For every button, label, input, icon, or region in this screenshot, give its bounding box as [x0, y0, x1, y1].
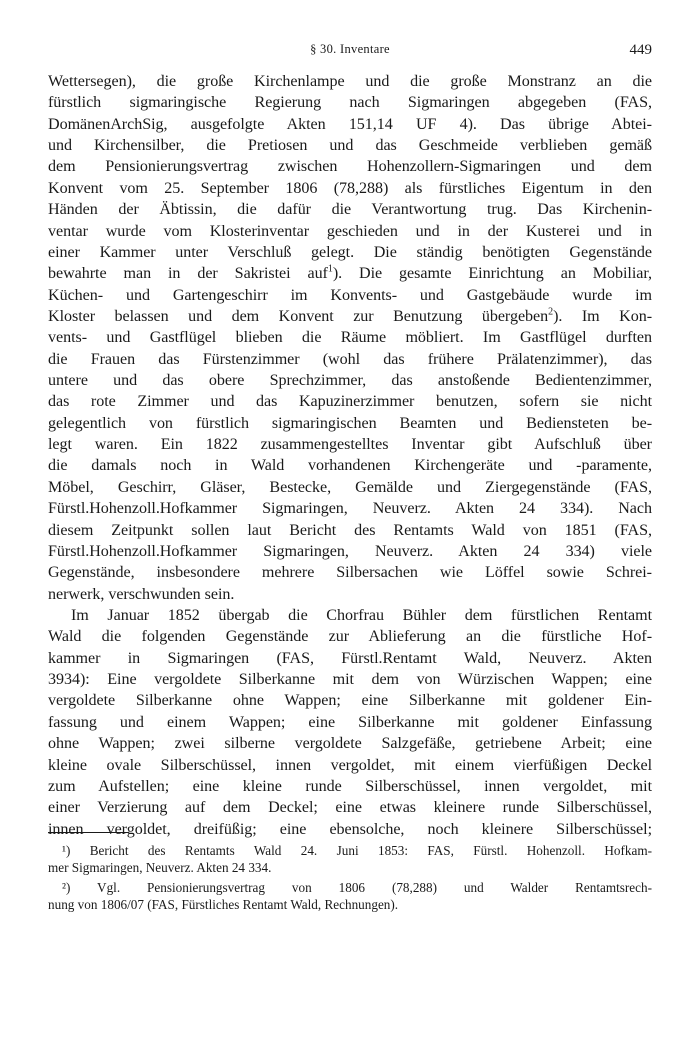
body-line: 3934): Eine vergoldete Silberkanne mit dem von Würzischen Wappen; eine [48, 671, 652, 689]
footnote-ref: 1 [327, 263, 333, 275]
footnote-line: nung von 1806/07 (FAS, Fürstliches Rentamt Wald, Rechnungen). [48, 897, 399, 912]
body-line: zum Aufstellen; eine kleine runde Silberschüssel, innen vergoldet, mit [48, 777, 652, 795]
body-line: Händen der Äbtissin, die dafür die Verantwortung trug. Das Kirchenin- [48, 201, 652, 219]
body-line: vergoldete Silberkanne ohne Wappen; eine Silberkanne mit goldener Ein- [48, 692, 652, 710]
footnote-line: mer Sigmaringen, Neuverz. Akten 24 334. [48, 860, 272, 875]
body-line: ohne Wappen; zwei silberne vergoldete Salzgefäße, getriebene Arbeit; eine [48, 735, 652, 753]
body-line: fürstlich sigmaringische Regierung nach Sigmaringen abgegeben (FAS, [48, 94, 652, 112]
body-line: das rote Zimmer und das Kapuzinerzimmer benutzen, sofern sie nicht [48, 393, 652, 411]
body-text [48, 71, 652, 840]
body-line: kammer in Sigmaringen (FAS, Fürstl.Rentamt Wald, Neuverz. Akten [48, 649, 652, 667]
body-line-text: ). Im Kon- [553, 307, 653, 325]
body-line: ventar wurde vom Klosterinventar geschieden und in der Kusterei und in [48, 222, 652, 240]
body-line: Küchen- und Gartengeschirr im Konvents- und Gastgebäude wurde im [48, 286, 652, 304]
body-line: einer Verzierung auf dem Deckel; eine etwas kleinere runde Silberschüssel, [48, 799, 652, 817]
body-line-with-footnote-ref [48, 263, 652, 284]
body-line: Möbel, Geschirr, Gläser, Bestecke, Gemälde und Ziergegenstände (FAS, [48, 478, 652, 496]
running-head [48, 42, 652, 62]
body-line-with-footnote-ref [48, 306, 652, 327]
body-line: nerwerk, verschwunden sein. [48, 585, 235, 603]
footnotes [48, 842, 652, 913]
body-line: fassung und einem Wappen; eine Silberkanne mit goldener Einfassung [48, 713, 652, 731]
body-line: Im Januar 1852 übergab die Chorfrau Bühler dem fürstlichen Rentamt [71, 606, 652, 624]
body-line: legt waren. Ein 1822 zusammengestelltes Inventar gibt Aufschluß über [48, 436, 652, 454]
body-line: dem Pensionierungsvertrag zwischen Hohenzollern-Sigmaringen und dem [48, 158, 652, 176]
body-line: diesem Zeitpunkt sollen laut Bericht des Rentamts Wald von 1851 (FAS, [48, 521, 652, 539]
body-line: Konvent vom 25. September 1806 (78,288) als fürstliches Eigentum in den [48, 179, 652, 197]
body-line: die Frauen das Fürstenzimmer (wohl das frühere Prälatenzimmer), das [48, 350, 652, 368]
footnote-line: ¹) Bericht des Rentamts Wald 24. Juni 1853: FAS, Fürstl. Hohenzoll. Hofkam- [62, 843, 652, 858]
body-line: vents- und Gastflügel blieben die Räume möbliert. Im Gastflügel durften [48, 329, 652, 347]
body-line: DomänenArchSig, ausgefolgte Akten 151,14 UF 4). Das übrige Abtei- [48, 115, 652, 133]
running-title: § 30. Inventare [310, 42, 390, 56]
body-line: Wald die folgenden Gegenstände zur Ablieferung an die fürstliche Hof- [48, 628, 652, 646]
footnote-line: ²) Vgl. Pensionierungsvertrag von 1806 (78,288) und Walder Rentamtsrech- [62, 880, 652, 895]
body-line: Fürstl.Hohenzoll.Hofkammer Sigmaringen, Neuverz. Akten 24 334) viele [48, 542, 652, 560]
body-line: Wettersegen), die große Kirchenlampe und die große Monstranz an die [48, 73, 652, 90]
body-line: und Kirchensilber, die Pretiosen und das Geschmeide verblieben gemäß [48, 137, 652, 155]
body-line: einer Kammer unter Verschluß gelegt. Die ständig benötigten Gegenstände [48, 243, 652, 261]
body-line: die damals noch in Wald vorhandenen Kirchengeräte und -paramente, [48, 457, 652, 475]
body-line: innen vergoldet, dreifüßig; eine ebensolche, noch kleinere Silberschüssel; [48, 820, 652, 838]
page-number: 449 [629, 42, 652, 58]
footnote-ref: 2 [548, 306, 554, 318]
body-line-text: Kloster belassen und dem Konvent zur Benutzung übergeben [48, 307, 549, 325]
body-line: kleine ovale Silberschüssel, innen vergoldet, mit einem vierfüßigen Deckel [48, 756, 652, 774]
body-line: untere und das obere Sprechzimmer, das anstoßende Bedientenzimmer, [48, 372, 652, 390]
body-line-text: bewahrte man in der Sakristei auf [48, 265, 328, 283]
body-line: Fürstl.Hohenzoll.Hofkammer Sigmaringen, Neuverz. Akten 24 334). Nach [48, 500, 652, 518]
body-line: Gegenstände, insbesondere mehrere Silbersachen wie Löffel sowie Schrei- [48, 564, 652, 582]
body-line-text: ). Die gesamte Einrichtung an Mobiliar, [332, 265, 652, 283]
footnote-divider [48, 832, 128, 833]
body-line: gelegentlich von fürstlich sigmaringischen Beamten und Bediensteten be- [48, 414, 652, 432]
